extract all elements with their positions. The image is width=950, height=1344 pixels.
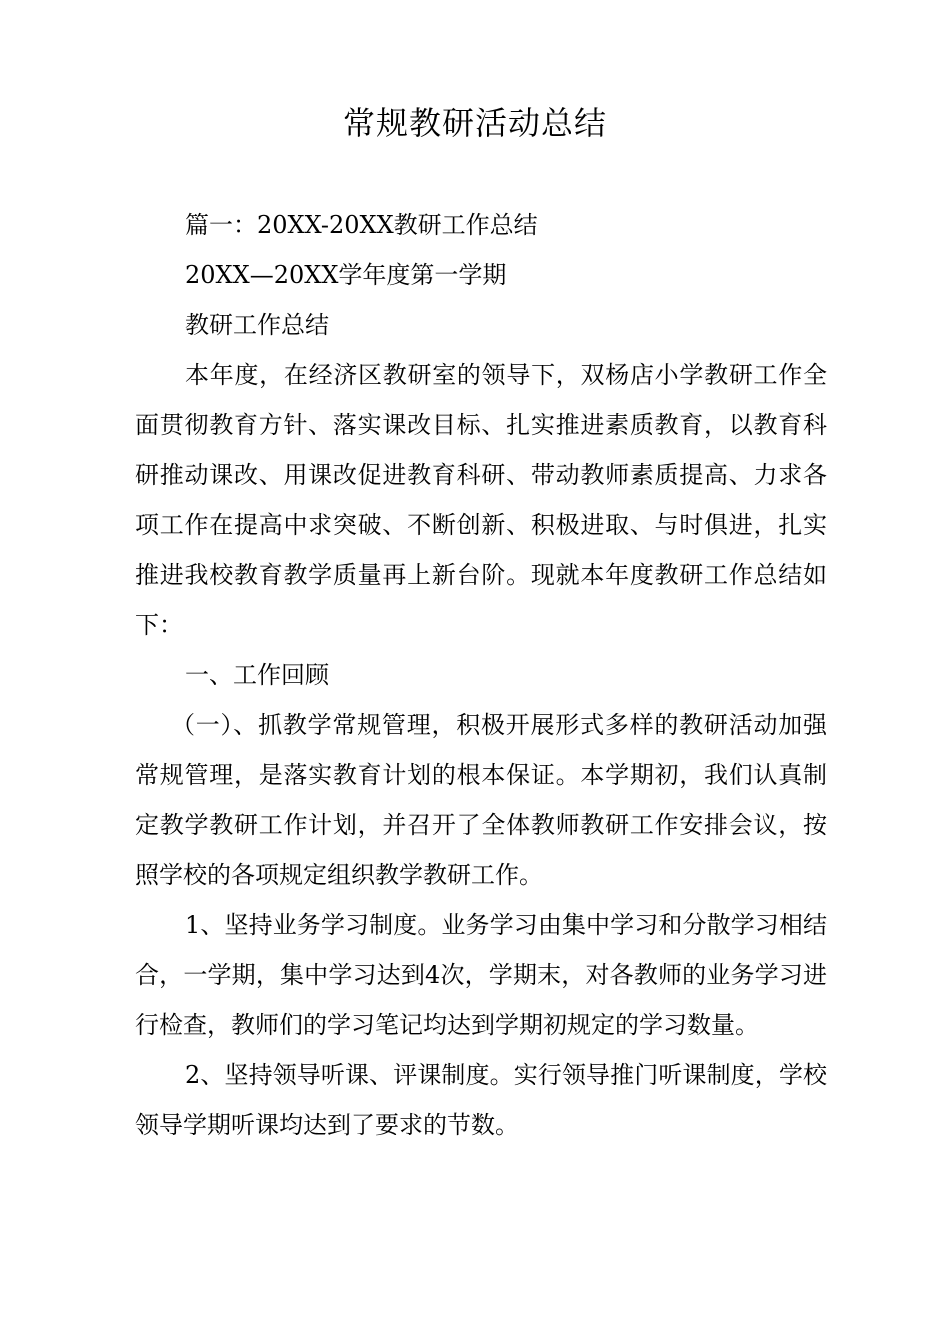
paragraph-part-heading: 篇一：20XX-20XX教研工作总结 (185, 211, 538, 239)
paragraph-item-two: 2、坚持领导听课、评课制度。实行领导推门听课制度，学校领导学期听课均达到了要求的节数。 (135, 1061, 827, 1139)
paragraph-subsection-one: （一）、抓教学常规管理，积极开展形式多样的教研活动加强常规管理，是落实教育计划的根本保证。本学期初，我们认真制定教学教研工作计划，并召开了全体教师教研工作安排会议，按照学校的各项规定组织教学教研工作。 (135, 711, 827, 889)
paragraph-summary-heading: 教研工作总结 (185, 311, 329, 339)
document-title: 常规教研活动总结 (342, 104, 607, 142)
paragraph-item-one: 1、坚持业务学习制度。业务学习由集中学习和分散学习相结合，一学期，集中学习达到4次，学期末，对各教师的业务学习进行检查，教师们的学习笔记均达到学期初规定的学习数量。 (135, 911, 827, 1039)
document-body (135, 200, 827, 1150)
paragraph-school-year: 20XX—20XX学年度第一学期 (185, 261, 507, 289)
paragraph-introduction: 本年度，在经济区教研室的领导下，双杨店小学教研工作全面贯彻教育方针、落实课改目标、扎实推进素质教育，以教育科研推动课改、用课改促进教育科研、带动教师素质提高、力求各项工作在提高中求突破、不断创新、积极进取、与时俱进，扎实推进我校教育教学质量再上新台阶。现就本年度教研工作总结如下： (135, 361, 827, 639)
paragraph-section-heading: 一、工作回顾 (185, 661, 329, 689)
